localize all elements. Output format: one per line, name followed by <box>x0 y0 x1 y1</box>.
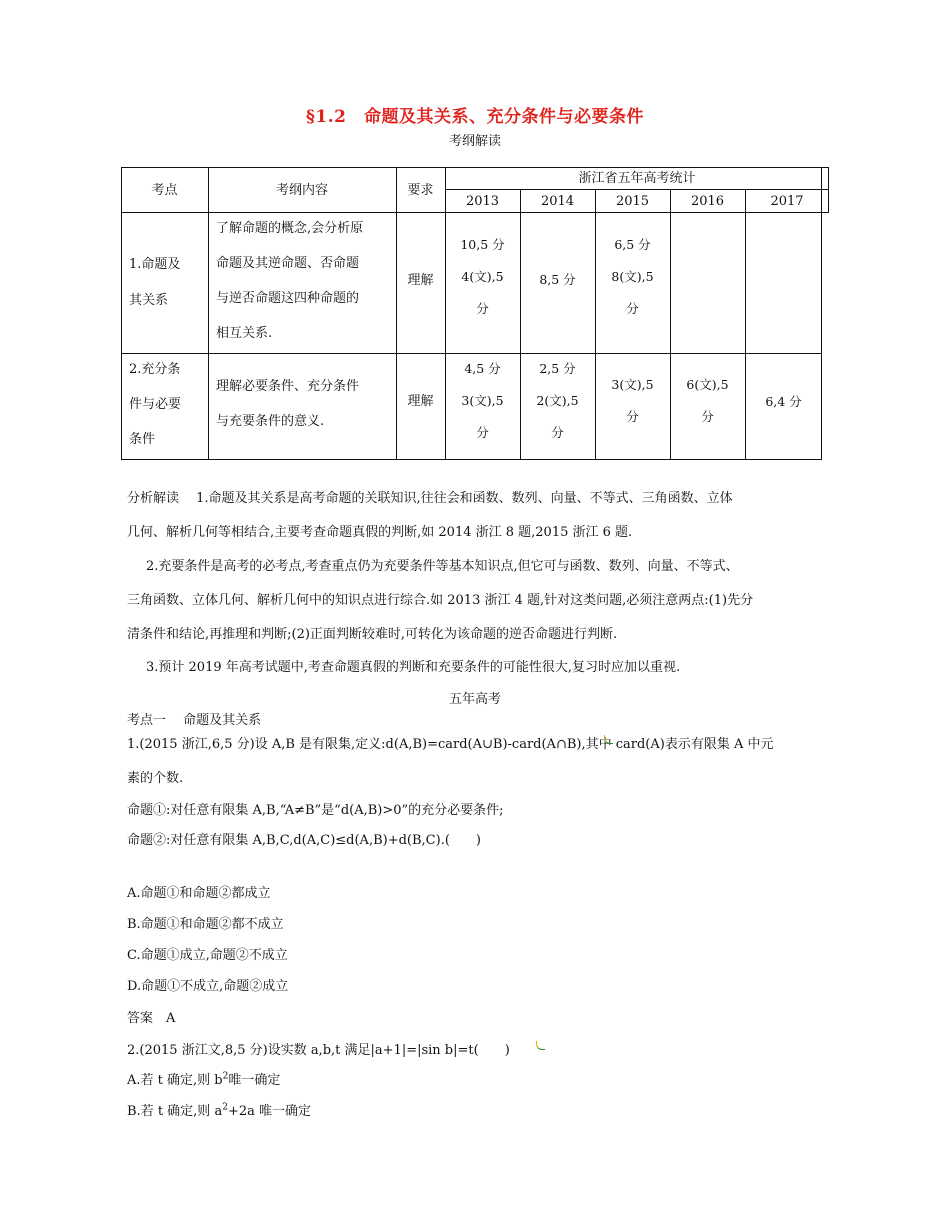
q2-stem: 2.(2015 浙江文,8,5 分)设实数 a,b,t 满足|a+1|=|sin b|=t( ) <box>127 1043 510 1058</box>
header-year: 2017 <box>770 194 804 209</box>
analysis-p1-line1: 分析解读 1.命题及其关系是高考命题的关联知识,往往会和函数、数列、向量、不等式、三角函数、立体 <box>127 491 733 506</box>
q1-option-c: C.命题①成立,命题②不成立 <box>127 948 288 963</box>
analysis-p2-line2: 三角函数、立体几何、解析几何中的知识点进行综合.如 2013 浙江 4 题,针对这类问题,必须注意两点:(1)先分 <box>127 593 754 608</box>
q1-proposition-1: 命题①:对任意有限集 A,B,“A≠B”是“d(A,B)>0”的充分必要条件; <box>127 803 504 818</box>
q1-answer: 答案 A <box>127 1011 176 1026</box>
table-row-1-2014: 8,5 分 <box>539 272 576 287</box>
header-kaodian: 考点 <box>151 183 178 198</box>
header-stats: 浙江省五年高考统计 <box>578 171 696 186</box>
table-row-1-2015: 6,5 分 8(文),5 分 <box>611 237 654 316</box>
header-year: 2013 <box>465 194 500 209</box>
header-year: 2016 <box>690 194 725 209</box>
table-row-1-2013: 10,5 分 4(文),5 分 <box>460 237 505 316</box>
table-row-2-requirement: 理解 <box>407 394 434 409</box>
table-line <box>745 189 746 460</box>
table-row-2-kaodian: 2.充分条 件与必要 条件 <box>129 362 182 447</box>
kaodian-heading: 考点一 命题及其关系 <box>127 713 262 728</box>
table-line <box>208 167 209 460</box>
q1-proposition-2: 命题②:对任意有限集 A,B,C,d(A,C)≤d(A,B)+d(B,C).( ) <box>127 833 481 848</box>
analysis-p3: 3.预计 2019 年高考试题中,考查命题真假的判断和充要条件的可能性很大,复习时应加以重视. <box>146 660 681 675</box>
table-row-1-kaodian: 1.命题及 其关系 <box>129 257 181 308</box>
q2-option-a: A.若 t 确定,则 $b^2$唯一确定 <box>127 1071 281 1088</box>
table-row-2-content: 理解必要条件、充分条件 与充要条件的意义. <box>216 379 360 429</box>
analysis-p2-line1: 2.充要条件是高考的必考点,考查重点仍为充要条件等基本知识点,但它可与函数、数列、向量、不等式、 <box>146 559 739 574</box>
table-row-2-2015: 3(文),5 分 <box>611 377 654 424</box>
q1-option-b: B.命题①和命题②都不成立 <box>127 917 284 932</box>
table-row-2-2013: 4,5 分 3(文),5 分 <box>461 361 504 440</box>
table-row-2-2014: 2,5 分 2(文),5 分 <box>536 361 579 440</box>
header-requirement: 要求 <box>407 183 434 198</box>
section-subtitle: 考纲解读 <box>448 134 501 149</box>
table-row-2-2016: 6(文),5 分 <box>686 377 729 424</box>
page-title: §1.2 命题及其关系、充分条件与必要条件 <box>306 107 644 127</box>
table-row-2-2017: 6,4 分 <box>765 394 802 409</box>
header-year: 2014 <box>540 194 575 209</box>
analysis-p1-line2: 几何、解析几何等相结合,主要考查命题真假的判断,如 2014 浙江 8 题,2015 浙江 6 题. <box>127 525 633 540</box>
header-year: 2015 <box>615 194 650 209</box>
ink-mark <box>536 1041 545 1050</box>
analysis-p2-line3: 清条件和结论,再推理和判断;(2)正面判断较难时,可转化为该命题的逆否命题进行判断. <box>127 627 618 642</box>
ink-mark <box>604 735 613 744</box>
q1-option-d: D.命题①不成立,命题②成立 <box>127 979 289 994</box>
q1-stem-line2: 素的个数. <box>127 771 184 786</box>
table-row-1-requirement: 理解 <box>407 273 434 288</box>
q2-option-b: B.若 t 确定,则 $a^2+2a$ 唯一确定 <box>127 1102 311 1119</box>
table-row-1-content: 了解命题的概念,会分析原 命题及其逆命题、否命题 与逆否命题这四种命题的 相互关系. <box>216 221 364 341</box>
q1-option-a: A.命题①和命题②都成立 <box>127 886 271 901</box>
section-heading: 五年高考 <box>448 692 501 707</box>
q1-stem-line1: 1.(2015 浙江,6,5 分)设 A,B 是有限集,定义:d(A,B)=card(A∪B)-card(A∩B),其中 card(A)表示有限集 A 中元 <box>127 737 774 752</box>
header-content: 考纲内容 <box>275 183 328 198</box>
